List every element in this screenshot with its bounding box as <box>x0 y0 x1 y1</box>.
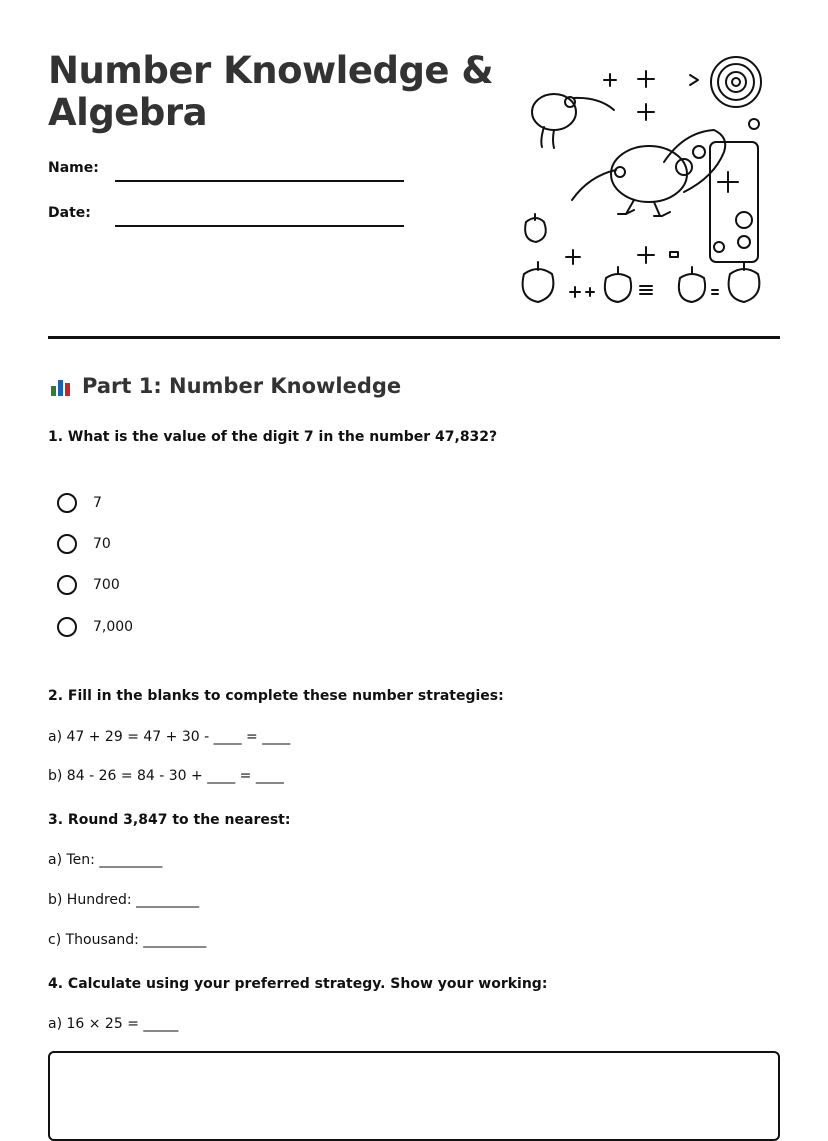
date-label: Date: <box>48 205 91 221</box>
name-field[interactable] <box>115 180 404 182</box>
question-4a: a) 16 × 25 = _____ <box>48 1016 179 1032</box>
question-3: 3. Round 3,847 to the nearest: <box>48 812 291 828</box>
option-70[interactable] <box>57 531 111 557</box>
section-title: Part 1: Number Knowledge <box>82 374 402 398</box>
apple-icons <box>523 214 760 302</box>
option-7[interactable] <box>57 490 102 516</box>
kiwi-bird-icon <box>572 146 687 216</box>
koru-pattern-icon <box>664 130 725 192</box>
header-divider <box>48 336 780 339</box>
option-label: 70 <box>93 536 111 552</box>
question-2a: a) 47 + 29 = 47 + 30 - ____ = ____ <box>48 729 291 745</box>
option-700[interactable] <box>57 572 120 598</box>
option-label: 700 <box>93 577 120 593</box>
question-4: 4. Calculate using your preferred strategy. Show your working: <box>48 976 548 992</box>
spiral-circle-icon <box>711 57 761 107</box>
question-2b: b) 84 - 26 = 84 - 30 + ____ = ____ <box>48 768 284 784</box>
kiwi-head-icon <box>532 94 614 148</box>
minus-box-icon <box>670 252 678 257</box>
option-label: 7 <box>93 495 102 511</box>
question-3c: c) Thousand: _________ <box>48 932 207 948</box>
radio-button[interactable] <box>57 575 77 595</box>
name-label: Name: <box>48 160 99 176</box>
question-3b: b) Hundred: _________ <box>48 892 200 908</box>
equals-icon <box>712 290 718 294</box>
plus-signs-icon <box>566 71 654 297</box>
greater-than-icon <box>690 75 698 85</box>
option-label: 7,000 <box>93 619 134 635</box>
page-title: Number Knowledge & Algebra <box>48 49 494 134</box>
small-circle-icon <box>749 119 759 129</box>
option-7000[interactable] <box>57 614 133 640</box>
working-box[interactable] <box>48 1051 780 1141</box>
equals-triple-icon <box>640 286 652 294</box>
question-3a: a) Ten: _________ <box>48 852 163 868</box>
bar-chart-icon <box>48 374 72 398</box>
radio-button[interactable] <box>57 493 77 513</box>
question-2: 2. Fill in the blanks to complete these number strategies: <box>48 688 504 704</box>
carved-pillar-icon <box>710 142 758 262</box>
section-heading <box>48 374 401 398</box>
question-1: 1. What is the value of the digit 7 in the number 47,832? <box>48 429 498 445</box>
radio-button[interactable] <box>57 534 77 554</box>
date-field[interactable] <box>115 225 404 227</box>
kiwi-math-illustration <box>514 52 774 314</box>
radio-button[interactable] <box>57 617 77 637</box>
